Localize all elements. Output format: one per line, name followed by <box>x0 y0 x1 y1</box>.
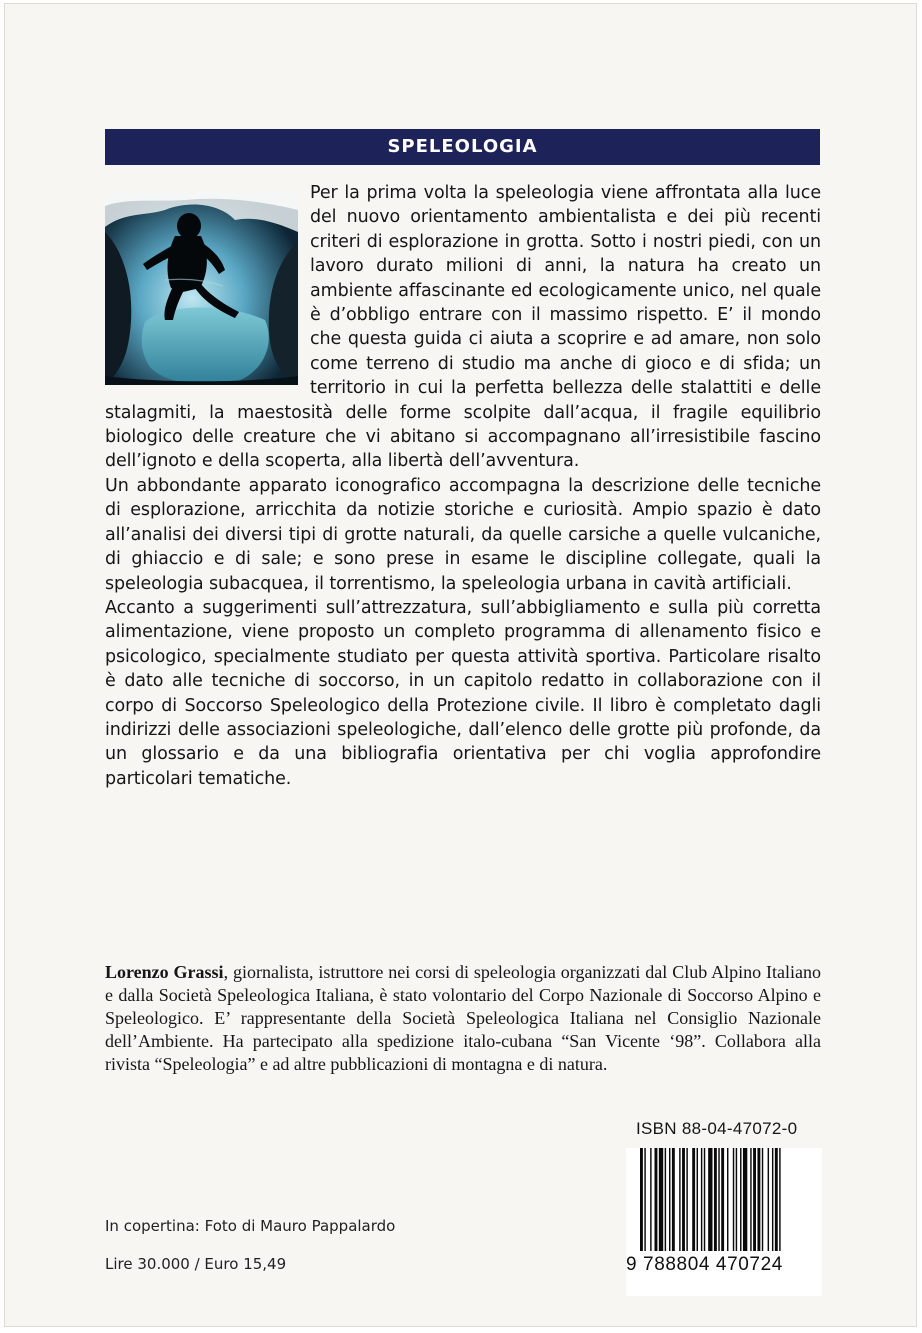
barcode-bar <box>704 1148 705 1252</box>
barcode-bar <box>644 1148 645 1252</box>
barcode-bar <box>708 1148 712 1252</box>
barcode-bar <box>750 1148 751 1252</box>
section-banner <box>105 129 820 165</box>
description-paragraph-1: Per la prima volta la speleologia viene affrontata alla luce del nuovo orientamento ambientalista e dei più recenti criteri di esplorazione in grotta. Sotto i nostri piedi, con un lavoro durato milioni di anni, la natura ha creato un ambiente affascinante ed ecologicamente unico, nel quale è d’obbligo entrare con il massimo rispetto. E’ il mondo che questa guida ci aiuta a scoprire e ad amare, non solo come terreno di studio ma anche di gioco e di sfida; un territorio in cui la perfetta bellezza delle stalattiti e delle stalagmiti, la maestosità delle forme scolpite dall’acqua, il fragile equilibrio biologico delle creature che vi abitano si accompagnano all’irresistibile fascino dell’ignoto e della scoperta, alla libertà dell’avventura. <box>105 183 821 472</box>
barcode-bars <box>626 1148 822 1252</box>
photo-spacer <box>105 181 310 399</box>
barcode-bar <box>701 1148 702 1252</box>
author-bio <box>105 961 821 1076</box>
book-back-cover <box>4 3 917 1327</box>
barcode-bar <box>757 1148 760 1252</box>
barcode-bar <box>768 1148 769 1252</box>
author-name: Lorenzo Grassi <box>105 962 224 982</box>
barcode-bar <box>679 1148 680 1252</box>
price-label: Lire 30.000 / Euro 15,49 <box>105 1255 287 1273</box>
barcode-bar <box>686 1148 687 1252</box>
author-bio-text: , giornalista, istruttore nei corsi di speleologia organizzati dal Club Alpino Italiano e dalla Società Speleologica Italiana, è stato volontario del Corpo Nazionale di Soccorso Alpino e Speleologico. E’ rappresentante della Società Speleologica Italiana nel Consiglio Nazionale dell’Ambiente. Ha partecipato alla spedizione italo-cubana “San Vicente ‘98”. Collabora alla rivista “Speleologia” e ad altre pubblicazioni di montagna e di natura. <box>105 962 821 1074</box>
barcode-digits <box>626 1251 822 1279</box>
barcode-bar <box>692 1148 695 1252</box>
barcode-bar <box>672 1148 675 1252</box>
barcode-bar <box>640 1148 643 1252</box>
barcode-bar <box>762 1148 763 1252</box>
banner-title: SPELEOLOGIA <box>387 136 538 157</box>
barcode-bar <box>753 1148 756 1252</box>
barcode-bar <box>682 1148 685 1252</box>
isbn-label: ISBN 88-04-47072-0 <box>636 1119 798 1138</box>
barcode-bar <box>697 1148 698 1252</box>
barcode-bar <box>775 1148 778 1252</box>
barcode-bar <box>718 1148 719 1252</box>
barcode-bar <box>733 1148 734 1252</box>
barcode-bar <box>727 1148 728 1252</box>
barcode-bar <box>714 1148 717 1252</box>
cover-credits: In copertina: Foto di Mauro Pappalardo <box>105 1217 396 1235</box>
book-description <box>105 181 821 791</box>
barcode-bar <box>665 1148 666 1252</box>
description-paragraph-2: Un abbondante apparato iconografico accompagna la descrizione delle tecniche di esplorazione, arricchita da notizie storiche e curiosità. Ampio spazio è dato all’analisi dei diversi tipi di grotte naturali, da quelle carsiche a quelle vulcaniche, di ghiaccio e di sale; e sono prese in esame le discipline collegate, quali la speleologia subacquea, il torrentismo, la speleologia urbana in cavità artificiali. <box>105 475 821 594</box>
barcode-bar <box>736 1148 737 1252</box>
barcode-bar <box>669 1148 670 1252</box>
barcode-bar <box>650 1148 651 1252</box>
description-paragraph-3: Accanto a suggerimenti sull’attrezzatura, sull’abbigliamento e sulla più corretta alimentazione, viene proposto un completo programma di allenamento fisico e psicologico, specialmente studiato per questa attività sportiva. Particolare risalto è dato alle tecniche di soccorso, in un capitolo redatto in collaborazione con il corpo di Soccorso Speleologico della Protezione civile. Il libro è completato dagli indirizzi delle associazioni speleologiche, dall’elenco delle grotte più profonde, da un glossario e da una bibliografia orientativa per chi voglia approfondire particolari tematiche. <box>105 597 821 789</box>
barcode-bar <box>721 1148 724 1252</box>
barcode-bar <box>659 1148 663 1252</box>
barcode-bar <box>772 1148 773 1252</box>
barcode-bar <box>740 1148 741 1252</box>
barcode-bar <box>743 1148 747 1252</box>
barcode-number: 9 788804 470724 <box>626 1254 783 1275</box>
barcode-bar <box>655 1148 658 1252</box>
barcode-bar <box>779 1148 780 1252</box>
